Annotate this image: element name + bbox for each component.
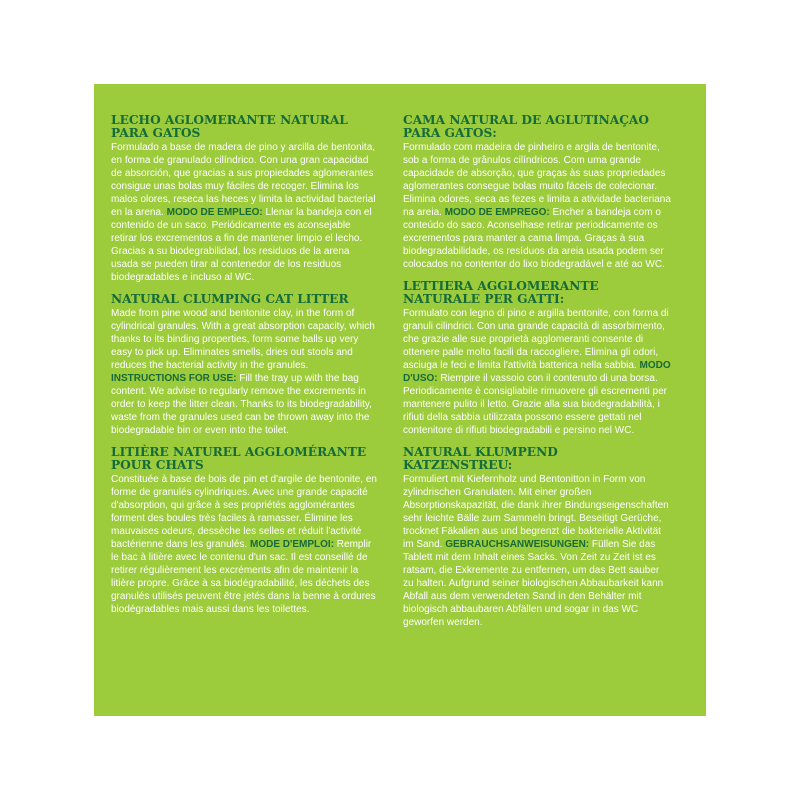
text-italian bbox=[403, 307, 671, 437]
description-english: Made from pine wood and bentonite clay, in the form of cylindrical granules. With a great absorption capacity, which thanks to its binding properties, form some balls up very easy to pick up. Eliminates smells, dries out stools and reduces the bacterial activity in the granules. bbox=[111, 308, 375, 371]
left-column bbox=[111, 114, 379, 625]
usage-text-german: Füllen Sie das Tablett mit dem Inhalt eines Sacks. Von Zeit zu Zeit ist es ratsam, die Exkremente zu entfernen, um das Bett sauber zu halten. Aufgrund seiner biologischen Abbaubarkeit kann Abfall aus dem verwendeten Sand in den Behälter mit biologisch abbaubaren Abfällen und sogar in das WC geworfen werden. bbox=[403, 539, 664, 628]
label-panel bbox=[94, 84, 706, 716]
text-spanish bbox=[111, 141, 379, 284]
heading-portuguese: CAMA NATURAL DE AGLUTINAÇAO PARA GATOS: bbox=[403, 113, 650, 140]
usage-text-french: Remplir le bac à litière avec le contenu d'un sac. Il est conseillé de retirer régulièrement les excréments afin de maintenir la litière propre. Grâce à sa biodégradabilité, les déchets des granulés utilisés peuvent être jetés dans la benne à ordures biodégradables mais aussi dans les toilettes. bbox=[111, 539, 376, 615]
text-french bbox=[111, 473, 379, 616]
heading-french: LITIÈRE NATUREL AGGLOMÉRANTE POUR CHATS bbox=[111, 445, 367, 472]
usage-label-spanish: MODO DE EMPLEO: bbox=[166, 207, 263, 218]
description-french: Constituée à base de bois de pin et d'argile de bentonite, en forme de granulés cylindriques. Avec une grande capacité d'absorption, qui grâce à ses propriétés agglomérantes forment des boules très faciles à ramasser. Élimine les mauvaises odeurs, dessèche les selles et réduit l'activité bactérienne dans les granulés. bbox=[111, 474, 377, 550]
text-german bbox=[403, 473, 671, 629]
description-german: Formuliert mit Kiefernholz und Bentonitton in Form von zylindrischen Granulaten. Mit einer großen Absorptionskapazität, die dank ihrer Bindungseigenschaften sehr leichte Bälle zum Sammeln bringt. Beseitigt Gerüche, trocknet Fäkalien aus und begrenzt die bakterielle Aktivität im Sand. bbox=[403, 474, 669, 550]
description-italian: Formulato con legno di pino e argilla bentonite, con forma di granuli cilindrici. Con una grande capacità di assorbimento, che grazie alle sue proprietà agglomeranti consente di ottenere palle molto facili da raccogliere. Elimina gli odori, asciuga le feci e limita l'attività batterica nella sabbia. bbox=[403, 308, 669, 371]
usage-text-italian: Riempire il vassoio con il contenuto di una borsa. Periodicamente è consigliabile rimuovere gli escrementi per mantenere pulito il letto. Grazie alla sua biodegradabilità, i rifiuti della sabbia utilizzata possono essere gettati nel contenitore di rifiuti biodegradabili e persino nel WC. bbox=[403, 373, 668, 436]
usage-label-english: INSTRUCTIONS FOR USE: bbox=[111, 373, 237, 384]
usage-label-french: MODE D'EMPLOI: bbox=[249, 539, 335, 550]
usage-label-german: GEBRAUCHSANWEISUNGEN: bbox=[445, 539, 590, 550]
section-portuguese bbox=[403, 114, 671, 271]
usage-text-portuguese: Encher a bandeja com o conteúdo do saco. Aconselhase retirar periodicamente os excrementos para manter a cama limpa. Graças à sua biodegradabilidade, os resíduos da areia usada podem ser colocados no contentor do lixo biodegradável e até ao WC. bbox=[403, 207, 665, 270]
heading-italian: LETTIERA AGGLOMERANTE NATURALE PER GATTI: bbox=[403, 279, 599, 306]
usage-label-portuguese: MODO DE EMPREGO: bbox=[444, 207, 550, 218]
section-english bbox=[111, 293, 379, 437]
text-portuguese bbox=[403, 141, 671, 271]
heading-spanish: LECHO AGLOMERANTE NATURAL PARA GATOS bbox=[111, 113, 348, 140]
section-italian bbox=[403, 280, 671, 437]
heading-german: NATURAL KLUMPEND KATZENSTREU: bbox=[403, 445, 558, 472]
usage-text-english: Fill the tray up with the bag content. We advise to regularly remove the excrements in order to keep the litter clean. Thanks to its biodegradability, waste from the granules used can be thrown away into the biodegradable bin or even into the toilet. bbox=[111, 373, 372, 436]
usage-label-italian: MODO D'USO: bbox=[403, 360, 671, 384]
text-english bbox=[111, 307, 379, 437]
section-french bbox=[111, 446, 379, 616]
section-german bbox=[403, 446, 671, 629]
usage-text-spanish: Llenar la bandeja con el contenido de un saco. Periódicamente es aconsejable retirar los excrementos a fin de mantener limpio el lecho. Gracias a su biodegrabilidad, los residuos de la arena usada se pueden tirar al contenedor de los residuos biodegradables e incluso al WC. bbox=[111, 207, 372, 283]
description-portuguese: Formulado com madeira de pinheiro e argila de bentonite, sob a forma de grânulos cilíndricos. Com uma grande capacidade de absorção, que graças às suas propriedades aglomerantes consegue bolas muito fáceis de colecionar. Elimina odores, seca as fezes e limita a atividade bacteriana na areia. bbox=[403, 142, 671, 218]
section-spanish bbox=[111, 114, 379, 284]
right-column bbox=[403, 114, 671, 638]
heading-english: NATURAL CLUMPING CAT LITTER bbox=[111, 292, 349, 306]
description-spanish: Formulado a base de madera de pino y arcilla de bentonita, en forma de granulado cilíndrico. Con una gran capacidad de absorción, que gracias a sus propiedades aglomerantes consigue unas bolas muy fáciles de recoger. Elimina los malos olores, reseca las heces y limita la actividad bacterial en la arena. bbox=[111, 142, 376, 218]
